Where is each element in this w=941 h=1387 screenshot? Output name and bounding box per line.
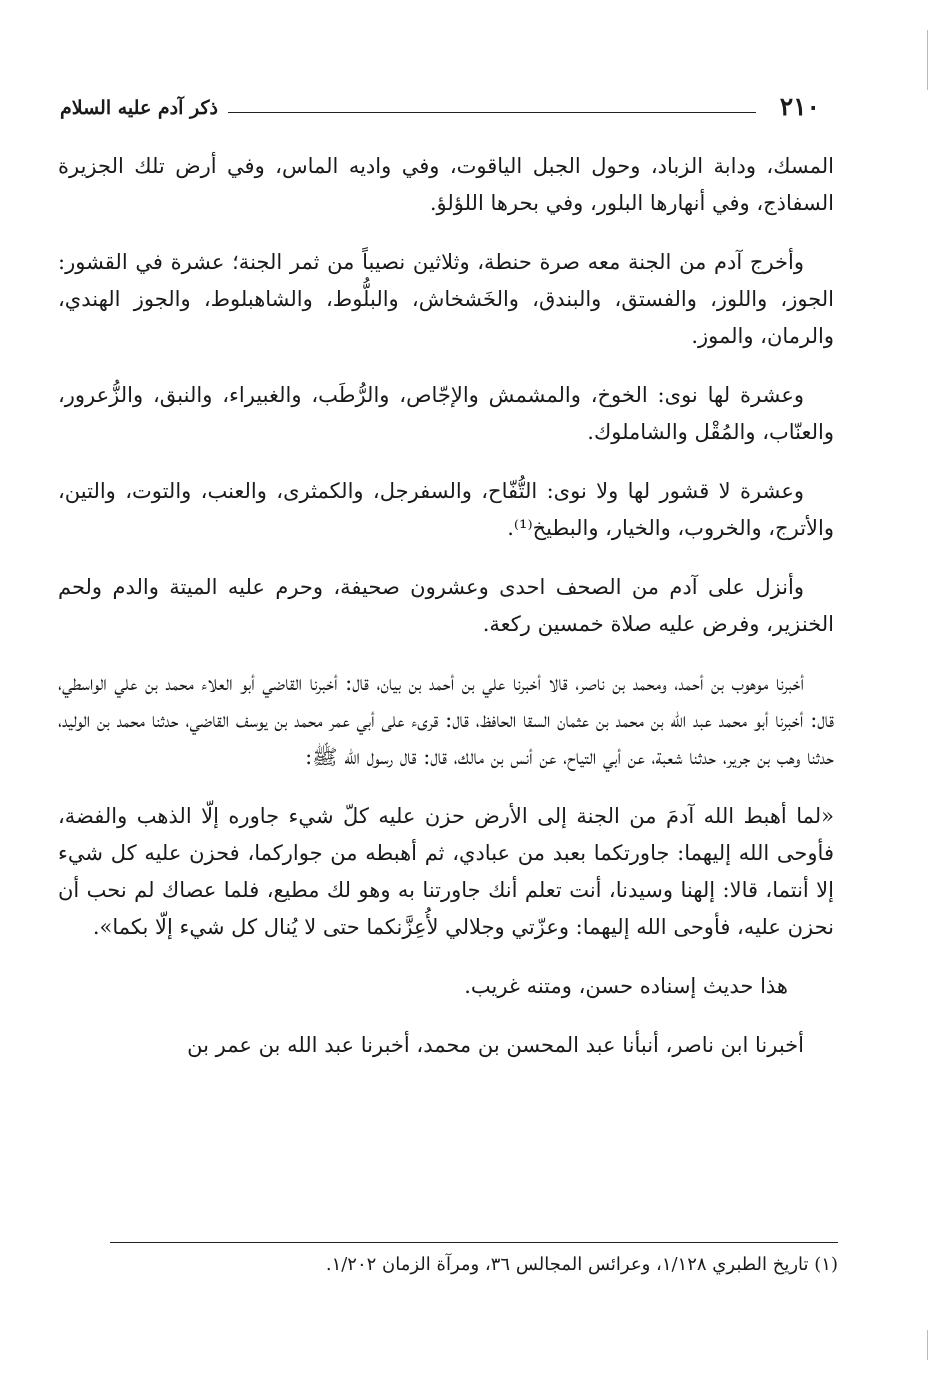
paragraph-isnad: أخبرنا موهوب بن أحمد، ومحمد بن ناصر، قالا أخبرنا علي بن أحمد بن بيان، قال: أخبرنا القاضي أبو العلاء محمد بن علي الواسطي، قال: أخبرنا أبو محمد عبد الله بن محمد بن عثمان السقا الحافظ، قال: قرىء على أبي عمر محمد بن يوسف القاضي، حدثنا محمد بن الوليد، حدثنا وهب بن جرير، حدثنا شعبة، عن أبي التياح، عن أنس بن مالك، قال: قال رسول الله ﷺ: xyxy=(58,671,834,769)
page-body xyxy=(58,148,834,1064)
paragraph-scrolls: وأنزل على آدم من الصحف احدى وعشرون صحيفة، وحرم عليه الميتة والدم ولحم الخنزير، وفرض عليه صلاة خمسين ركعة. xyxy=(58,575,834,636)
paragraph-fruits-no-pits: وعشرة لا قشور لها ولا نوى: التُّفّاح، والسفرجل، والكمثرى، والعنب، والتوت، والتين، والأترج، والخروب، والخيار، والبطيخ⁽¹⁾. xyxy=(58,479,834,540)
running-title: ذكر آدم عليه السلام xyxy=(60,97,219,119)
page-header xyxy=(50,92,836,126)
scan-edge-mark xyxy=(927,1330,928,1360)
header-rule xyxy=(228,112,756,113)
footnote: (١) تاريخ الطبري ١/١٢٨، وعرائس المجالس ٣٦، ومرآة الزمان ١/٢٠٢. xyxy=(325,1254,838,1275)
scan-edge-mark xyxy=(927,30,928,90)
paragraph-hadith: «لما أهبط الله آدمَ من الجنة إلى الأرض حزن عليه كلّ شيء جاوره إلّا الذهب والفضة، فأوحى الله إليهما: جاورتكما بعبد من عبادي، ثم أهبطه من جواركما، فحزن عليه كل شيء إلا أنتما، قالا: إلهنا وسيدنا، أنت تعلم أنك جاورتنا به وهو لك مطيع، فلما عصاك لم نحب أن نحزن عليه، فأوحى الله إليهما: وعزّتي وجلالي لأُعِزَّنكما حتى لا يُنال كل شيء إلّا بكما». xyxy=(58,804,834,939)
paragraph-hadith-grade: هذا حديث إسناده حسن، ومتنه غريب. xyxy=(464,974,788,998)
footnote-rule xyxy=(110,1242,838,1243)
paragraph-fruits-intro: وأخرج آدم من الجنة معه صرة حنطة، وثلاثين نصيباً من ثمر الجنة؛ عشرة في القشور: الجوز، واللوز، والفستق، والبندق، والخَشخاش، والبلُّوط، والشاهبلوط، والجوز الهندي، والرمان، والموز. xyxy=(58,250,834,348)
paragraph-continuation: المسك، ودابة الزباد، وحول الجبل الياقوت، وفي واديه الماس، وفي أرض تلك الجزيرة السفاذج، وفي أنهارها البلور، وفي بحرها اللؤلؤ. xyxy=(58,154,834,215)
paragraph-fruits-pits: وعشرة لها نوى: الخوخ، والمشمش والإجّاص، والرُّطَب، والغبيراء، والنبق، والزُّعرور، والعنّاب، والمُقْل والشاملوك. xyxy=(58,383,834,444)
page-number: ٢١٠ xyxy=(779,92,820,121)
paragraph-next-isnad: أخبرنا ابن ناصر، أنبأنا عبد المحسن بن محمد، أخبرنا عبد الله بن عمر بن xyxy=(187,1033,804,1057)
